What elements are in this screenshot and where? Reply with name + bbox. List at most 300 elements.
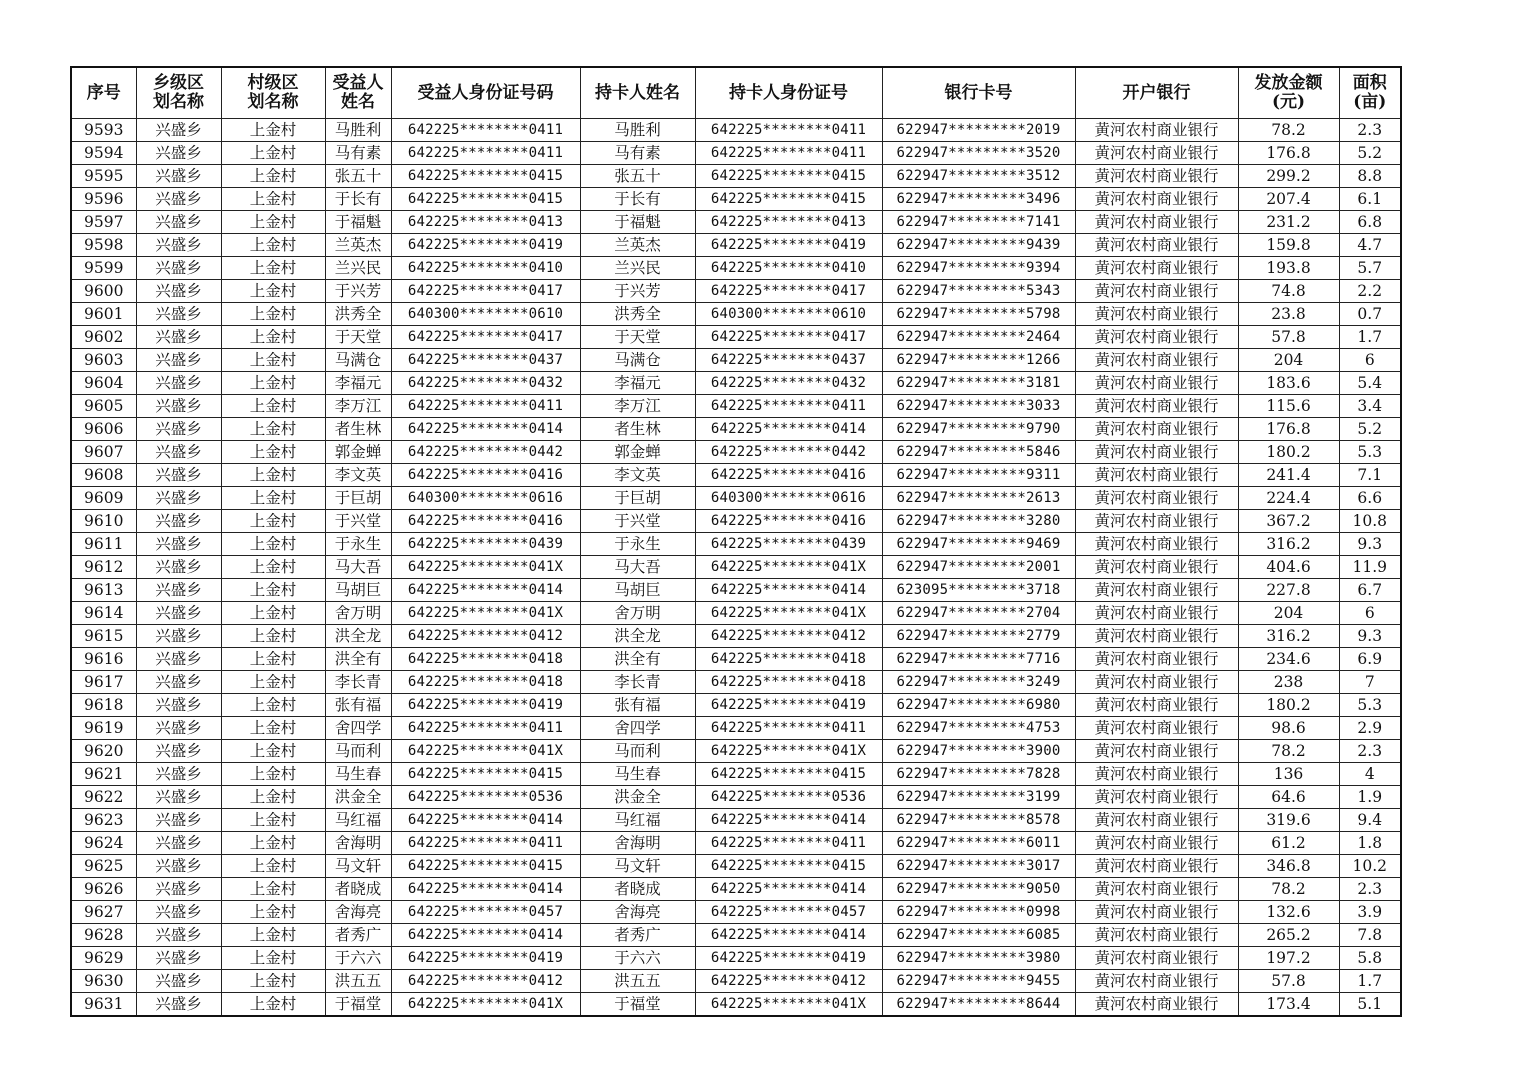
township-cell: 兴盛乡 xyxy=(136,648,221,671)
header-bank-card xyxy=(882,67,1075,119)
amount-cell: 265.2 xyxy=(1238,924,1339,947)
area-cell: 5.2 xyxy=(1339,142,1401,165)
village-cell: 上金村 xyxy=(221,717,325,740)
village-cell: 上金村 xyxy=(221,809,325,832)
bank-card-cell: 622947*********3496 xyxy=(882,188,1075,211)
bank-cell: 黄河农村商业银行 xyxy=(1075,809,1238,832)
bank-cell: 黄河农村商业银行 xyxy=(1075,119,1238,142)
amount-cell: 176.8 xyxy=(1238,418,1339,441)
table-row xyxy=(71,533,1401,556)
bank-card-cell: 622947*********6980 xyxy=(882,694,1075,717)
header-beneficiary-id-line: 受益人身份证号码 xyxy=(417,82,554,103)
bank-card-cell: 622947*********5798 xyxy=(882,303,1075,326)
beneficiary-name-cell: 于永生 xyxy=(325,533,391,556)
bank-cell: 黄河农村商业银行 xyxy=(1075,786,1238,809)
bank-card-cell: 622947*********7828 xyxy=(882,763,1075,786)
bank-card-cell: 622947*********7141 xyxy=(882,211,1075,234)
beneficiary-name-cell: 郭金蝉 xyxy=(325,441,391,464)
beneficiary-id-cell: 642225********0411 xyxy=(391,142,580,165)
serial-cell: 9615 xyxy=(71,625,136,648)
cardholder-id-cell: 642225********0414 xyxy=(695,878,882,901)
table-row xyxy=(71,625,1401,648)
beneficiary-id-cell: 642225********0411 xyxy=(391,717,580,740)
area-cell: 4 xyxy=(1339,763,1401,786)
village-cell: 上金村 xyxy=(221,924,325,947)
township-cell: 兴盛乡 xyxy=(136,832,221,855)
beneficiary-name-cell: 马大吾 xyxy=(325,556,391,579)
serial-cell: 9630 xyxy=(71,970,136,993)
cardholder-name-cell: 于长有 xyxy=(580,188,695,211)
serial-cell: 9598 xyxy=(71,234,136,257)
serial-cell: 9608 xyxy=(71,464,136,487)
cardholder-name-cell: 马大吾 xyxy=(580,556,695,579)
township-cell: 兴盛乡 xyxy=(136,533,221,556)
cardholder-name-cell: 马红福 xyxy=(580,809,695,832)
village-cell: 上金村 xyxy=(221,947,325,970)
beneficiary-name-cell: 洪五五 xyxy=(325,970,391,993)
area-cell: 11.9 xyxy=(1339,556,1401,579)
cardholder-id-cell: 642225********0411 xyxy=(695,142,882,165)
cardholder-name-cell: 马生春 xyxy=(580,763,695,786)
cardholder-id-cell: 642225********0414 xyxy=(695,924,882,947)
bank-card-cell: 622947*********3980 xyxy=(882,947,1075,970)
village-cell: 上金村 xyxy=(221,464,325,487)
township-cell: 兴盛乡 xyxy=(136,625,221,648)
area-cell: 2.3 xyxy=(1339,119,1401,142)
table-row xyxy=(71,556,1401,579)
cardholder-id-cell: 642225********0413 xyxy=(695,211,882,234)
area-cell: 10.2 xyxy=(1339,855,1401,878)
cardholder-name-cell: 李文英 xyxy=(580,464,695,487)
beneficiary-name-cell: 者秀广 xyxy=(325,924,391,947)
header-beneficiary-name-line: 受益人 xyxy=(332,73,384,93)
table-row xyxy=(71,326,1401,349)
amount-cell: 98.6 xyxy=(1238,717,1339,740)
amount-cell: 57.8 xyxy=(1238,970,1339,993)
bank-cell: 黄河农村商业银行 xyxy=(1075,418,1238,441)
village-cell: 上金村 xyxy=(221,326,325,349)
serial-cell: 9603 xyxy=(71,349,136,372)
bank-card-cell: 622947*********3512 xyxy=(882,165,1075,188)
serial-cell: 9597 xyxy=(71,211,136,234)
cardholder-name-cell: 洪金全 xyxy=(580,786,695,809)
beneficiary-name-cell: 舍四学 xyxy=(325,717,391,740)
cardholder-name-cell: 于福魁 xyxy=(580,211,695,234)
beneficiary-name-cell: 李长青 xyxy=(325,671,391,694)
bank-card-cell: 622947*********0998 xyxy=(882,901,1075,924)
cardholder-id-cell: 642225********0417 xyxy=(695,326,882,349)
cardholder-name-cell: 于兴芳 xyxy=(580,280,695,303)
amount-cell: 197.2 xyxy=(1238,947,1339,970)
cardholder-id-cell: 642225********041X xyxy=(695,993,882,1017)
amount-cell: 132.6 xyxy=(1238,901,1339,924)
area-cell: 4.7 xyxy=(1339,234,1401,257)
serial-cell: 9623 xyxy=(71,809,136,832)
beneficiary-name-cell: 洪全有 xyxy=(325,648,391,671)
township-cell: 兴盛乡 xyxy=(136,924,221,947)
bank-cell: 黄河农村商业银行 xyxy=(1075,510,1238,533)
table-row xyxy=(71,763,1401,786)
beneficiary-id-cell: 640300********0616 xyxy=(391,487,580,510)
area-cell: 6.1 xyxy=(1339,188,1401,211)
serial-cell: 9602 xyxy=(71,326,136,349)
township-cell: 兴盛乡 xyxy=(136,901,221,924)
village-cell: 上金村 xyxy=(221,648,325,671)
area-cell: 5.1 xyxy=(1339,993,1401,1017)
area-cell: 6 xyxy=(1339,602,1401,625)
cardholder-id-cell: 642225********0437 xyxy=(695,349,882,372)
beneficiary-id-cell: 642225********0419 xyxy=(391,694,580,717)
village-cell: 上金村 xyxy=(221,832,325,855)
township-cell: 兴盛乡 xyxy=(136,303,221,326)
village-cell: 上金村 xyxy=(221,901,325,924)
header-beneficiary-name-line: 姓名 xyxy=(341,92,375,112)
village-cell: 上金村 xyxy=(221,970,325,993)
table-row xyxy=(71,165,1401,188)
bank-cell: 黄河农村商业银行 xyxy=(1075,234,1238,257)
beneficiary-name-cell: 马文轩 xyxy=(325,855,391,878)
bank-cell: 黄河农村商业银行 xyxy=(1075,763,1238,786)
area-cell: 5.4 xyxy=(1339,372,1401,395)
cardholder-id-cell: 642225********0536 xyxy=(695,786,882,809)
header-village-line: 划名称 xyxy=(247,92,299,112)
cardholder-id-cell: 640300********0610 xyxy=(695,303,882,326)
amount-cell: 404.6 xyxy=(1238,556,1339,579)
table-row xyxy=(71,464,1401,487)
beneficiary-id-cell: 642225********0414 xyxy=(391,579,580,602)
beneficiary-id-cell: 642225********0432 xyxy=(391,372,580,395)
bank-card-cell: 622947*********8578 xyxy=(882,809,1075,832)
village-cell: 上金村 xyxy=(221,234,325,257)
area-cell: 5.3 xyxy=(1339,694,1401,717)
table-row xyxy=(71,786,1401,809)
cardholder-name-cell: 舍四学 xyxy=(580,717,695,740)
serial-cell: 9618 xyxy=(71,694,136,717)
table-row xyxy=(71,395,1401,418)
cardholder-id-cell: 642225********0415 xyxy=(695,188,882,211)
cardholder-name-cell: 马文轩 xyxy=(580,855,695,878)
cardholder-id-cell: 642225********0414 xyxy=(695,418,882,441)
township-cell: 兴盛乡 xyxy=(136,441,221,464)
amount-cell: 241.4 xyxy=(1238,464,1339,487)
amount-cell: 319.6 xyxy=(1238,809,1339,832)
serial-cell: 9620 xyxy=(71,740,136,763)
serial-cell: 9593 xyxy=(71,119,136,142)
cardholder-id-cell: 642225********0419 xyxy=(695,694,882,717)
cardholder-id-cell: 642225********0414 xyxy=(695,809,882,832)
serial-cell: 9612 xyxy=(71,556,136,579)
serial-cell: 9611 xyxy=(71,533,136,556)
cardholder-id-cell: 642225********0442 xyxy=(695,441,882,464)
cardholder-id-cell: 642225********0419 xyxy=(695,234,882,257)
cardholder-id-cell: 642225********041X xyxy=(695,556,882,579)
bank-card-cell: 622947*********3199 xyxy=(882,786,1075,809)
amount-cell: 367.2 xyxy=(1238,510,1339,533)
beneficiary-name-cell: 马胡巨 xyxy=(325,579,391,602)
bank-cell: 黄河农村商业银行 xyxy=(1075,625,1238,648)
table-row xyxy=(71,993,1401,1017)
area-cell: 5.7 xyxy=(1339,257,1401,280)
beneficiary-name-cell: 于天堂 xyxy=(325,326,391,349)
beneficiary-name-cell: 张五十 xyxy=(325,165,391,188)
village-cell: 上金村 xyxy=(221,418,325,441)
serial-cell: 9627 xyxy=(71,901,136,924)
area-cell: 7.1 xyxy=(1339,464,1401,487)
village-cell: 上金村 xyxy=(221,579,325,602)
beneficiary-name-cell: 者晓成 xyxy=(325,878,391,901)
beneficiary-name-cell: 于长有 xyxy=(325,188,391,211)
beneficiary-id-cell: 642225********0413 xyxy=(391,211,580,234)
serial-cell: 9631 xyxy=(71,993,136,1017)
header-area-line: 面积 xyxy=(1352,73,1387,93)
village-cell: 上金村 xyxy=(221,211,325,234)
beneficiary-name-cell: 洪秀全 xyxy=(325,303,391,326)
bank-cell: 黄河农村商业银行 xyxy=(1075,901,1238,924)
serial-cell: 9595 xyxy=(71,165,136,188)
serial-cell: 9614 xyxy=(71,602,136,625)
beneficiary-id-cell: 642225********0412 xyxy=(391,970,580,993)
township-cell: 兴盛乡 xyxy=(136,372,221,395)
bank-cell: 黄河农村商业银行 xyxy=(1075,924,1238,947)
village-cell: 上金村 xyxy=(221,142,325,165)
table-row xyxy=(71,809,1401,832)
beneficiary-name-cell: 于兴堂 xyxy=(325,510,391,533)
bank-cell: 黄河农村商业银行 xyxy=(1075,717,1238,740)
amount-cell: 136 xyxy=(1238,763,1339,786)
cardholder-name-cell: 者秀广 xyxy=(580,924,695,947)
beneficiary-id-cell: 642225********041X xyxy=(391,740,580,763)
serial-cell: 9621 xyxy=(71,763,136,786)
bank-cell: 黄河农村商业银行 xyxy=(1075,993,1238,1017)
bank-cell: 黄河农村商业银行 xyxy=(1075,303,1238,326)
village-cell: 上金村 xyxy=(221,694,325,717)
amount-cell: 78.2 xyxy=(1238,878,1339,901)
beneficiary-id-cell: 642225********0414 xyxy=(391,809,580,832)
area-cell: 2.3 xyxy=(1339,740,1401,763)
table-row xyxy=(71,280,1401,303)
beneficiary-id-cell: 642225********041X xyxy=(391,556,580,579)
bank-card-cell: 622947*********6011 xyxy=(882,832,1075,855)
bank-cell: 黄河农村商业银行 xyxy=(1075,464,1238,487)
cardholder-name-cell: 马胡巨 xyxy=(580,579,695,602)
cardholder-name-cell: 张有福 xyxy=(580,694,695,717)
beneficiary-name-cell: 兰英杰 xyxy=(325,234,391,257)
table-row xyxy=(71,142,1401,165)
serial-cell: 9609 xyxy=(71,487,136,510)
township-cell: 兴盛乡 xyxy=(136,464,221,487)
cardholder-name-cell: 李长青 xyxy=(580,671,695,694)
bank-card-cell: 622947*********3900 xyxy=(882,740,1075,763)
header-township-line: 划名称 xyxy=(153,92,204,112)
table-row xyxy=(71,901,1401,924)
amount-cell: 78.2 xyxy=(1238,740,1339,763)
bank-cell: 黄河农村商业银行 xyxy=(1075,441,1238,464)
beneficiary-name-cell: 于福堂 xyxy=(325,993,391,1017)
cardholder-name-cell: 张五十 xyxy=(580,165,695,188)
beneficiary-name-cell: 李万江 xyxy=(325,395,391,418)
township-cell: 兴盛乡 xyxy=(136,188,221,211)
cardholder-id-cell: 642225********0415 xyxy=(695,763,882,786)
village-cell: 上金村 xyxy=(221,349,325,372)
beneficiary-id-cell: 642225********0417 xyxy=(391,280,580,303)
township-cell: 兴盛乡 xyxy=(136,671,221,694)
area-cell: 3.9 xyxy=(1339,901,1401,924)
amount-cell: 180.2 xyxy=(1238,441,1339,464)
area-cell: 9.4 xyxy=(1339,809,1401,832)
table-row xyxy=(71,855,1401,878)
village-cell: 上金村 xyxy=(221,303,325,326)
beneficiary-name-cell: 于兴芳 xyxy=(325,280,391,303)
cardholder-name-cell: 于兴堂 xyxy=(580,510,695,533)
township-cell: 兴盛乡 xyxy=(136,487,221,510)
township-cell: 兴盛乡 xyxy=(136,326,221,349)
area-cell: 7.8 xyxy=(1339,924,1401,947)
township-cell: 兴盛乡 xyxy=(136,947,221,970)
table-row xyxy=(71,418,1401,441)
beneficiary-name-cell: 者生林 xyxy=(325,418,391,441)
table-row xyxy=(71,740,1401,763)
township-cell: 兴盛乡 xyxy=(136,740,221,763)
cardholder-name-cell: 兰英杰 xyxy=(580,234,695,257)
bank-card-cell: 622947*********2019 xyxy=(882,119,1075,142)
village-cell: 上金村 xyxy=(221,257,325,280)
area-cell: 5.8 xyxy=(1339,947,1401,970)
area-cell: 2.3 xyxy=(1339,878,1401,901)
village-cell: 上金村 xyxy=(221,855,325,878)
cardholder-id-cell: 642225********0419 xyxy=(695,947,882,970)
serial-cell: 9625 xyxy=(71,855,136,878)
area-cell: 5.3 xyxy=(1339,441,1401,464)
amount-cell: 57.8 xyxy=(1238,326,1339,349)
beneficiary-id-cell: 642225********0415 xyxy=(391,855,580,878)
cardholder-name-cell: 马胜利 xyxy=(580,119,695,142)
area-cell: 8.8 xyxy=(1339,165,1401,188)
bank-cell: 黄河农村商业银行 xyxy=(1075,533,1238,556)
header-township xyxy=(136,67,221,119)
township-cell: 兴盛乡 xyxy=(136,165,221,188)
beneficiary-id-cell: 642225********0415 xyxy=(391,165,580,188)
bank-card-cell: 622947*********2779 xyxy=(882,625,1075,648)
bank-card-cell: 622947*********3017 xyxy=(882,855,1075,878)
area-cell: 2.9 xyxy=(1339,717,1401,740)
bank-card-cell: 622947*********9050 xyxy=(882,878,1075,901)
township-cell: 兴盛乡 xyxy=(136,694,221,717)
beneficiary-id-cell: 642225********0419 xyxy=(391,234,580,257)
village-cell: 上金村 xyxy=(221,786,325,809)
cardholder-id-cell: 642225********0411 xyxy=(695,395,882,418)
table-row xyxy=(71,717,1401,740)
cardholder-id-cell: 642225********0414 xyxy=(695,579,882,602)
header-cardholder-name xyxy=(580,67,695,119)
beneficiary-id-cell: 642225********0418 xyxy=(391,671,580,694)
serial-cell: 9628 xyxy=(71,924,136,947)
village-cell: 上金村 xyxy=(221,165,325,188)
village-cell: 上金村 xyxy=(221,487,325,510)
beneficiary-id-cell: 642225********0457 xyxy=(391,901,580,924)
beneficiary-id-cell: 642225********0415 xyxy=(391,763,580,786)
beneficiary-id-cell: 642225********041X xyxy=(391,602,580,625)
cardholder-id-cell: 642225********0417 xyxy=(695,280,882,303)
beneficiary-id-cell: 642225********0411 xyxy=(391,119,580,142)
cardholder-name-cell: 马有素 xyxy=(580,142,695,165)
serial-cell: 9599 xyxy=(71,257,136,280)
beneficiary-name-cell: 洪金全 xyxy=(325,786,391,809)
table-row xyxy=(71,119,1401,142)
village-cell: 上金村 xyxy=(221,395,325,418)
cardholder-name-cell: 洪全有 xyxy=(580,648,695,671)
village-cell: 上金村 xyxy=(221,280,325,303)
serial-cell: 9616 xyxy=(71,648,136,671)
bank-card-cell: 622947*********9469 xyxy=(882,533,1075,556)
bank-cell: 黄河农村商业银行 xyxy=(1075,165,1238,188)
header-cardholder-name-line: 持卡人姓名 xyxy=(595,82,680,103)
beneficiary-name-cell: 马红福 xyxy=(325,809,391,832)
beneficiary-name-cell: 李文英 xyxy=(325,464,391,487)
bank-cell: 黄河农村商业银行 xyxy=(1075,970,1238,993)
beneficiary-name-cell: 洪全龙 xyxy=(325,625,391,648)
serial-cell: 9617 xyxy=(71,671,136,694)
amount-cell: 61.2 xyxy=(1238,832,1339,855)
village-cell: 上金村 xyxy=(221,671,325,694)
area-cell: 1.7 xyxy=(1339,326,1401,349)
beneficiary-name-cell: 于福魁 xyxy=(325,211,391,234)
cardholder-name-cell: 马而利 xyxy=(580,740,695,763)
bank-cell: 黄河农村商业银行 xyxy=(1075,395,1238,418)
township-cell: 兴盛乡 xyxy=(136,970,221,993)
bank-card-cell: 622947*********5343 xyxy=(882,280,1075,303)
beneficiary-name-cell: 马有素 xyxy=(325,142,391,165)
beneficiary-name-cell: 马生春 xyxy=(325,763,391,786)
amount-cell: 183.6 xyxy=(1238,372,1339,395)
bank-card-cell: 622947*********9394 xyxy=(882,257,1075,280)
village-cell: 上金村 xyxy=(221,188,325,211)
cardholder-name-cell: 于福堂 xyxy=(580,993,695,1017)
cardholder-id-cell: 642225********0416 xyxy=(695,510,882,533)
cardholder-id-cell: 642225********0411 xyxy=(695,717,882,740)
beneficiary-name-cell: 舍海明 xyxy=(325,832,391,855)
beneficiary-id-cell: 642225********0414 xyxy=(391,924,580,947)
amount-cell: 224.4 xyxy=(1238,487,1339,510)
header-serial xyxy=(71,67,136,119)
amount-cell: 23.8 xyxy=(1238,303,1339,326)
cardholder-id-cell: 642225********0432 xyxy=(695,372,882,395)
cardholder-id-cell: 642225********0410 xyxy=(695,257,882,280)
bank-cell: 黄河农村商业银行 xyxy=(1075,648,1238,671)
township-cell: 兴盛乡 xyxy=(136,211,221,234)
village-cell: 上金村 xyxy=(221,878,325,901)
beneficiary-id-cell: 642225********0437 xyxy=(391,349,580,372)
township-cell: 兴盛乡 xyxy=(136,349,221,372)
beneficiary-id-cell: 642225********0442 xyxy=(391,441,580,464)
serial-cell: 9596 xyxy=(71,188,136,211)
amount-cell: 204 xyxy=(1238,602,1339,625)
beneficiary-name-cell: 马而利 xyxy=(325,740,391,763)
area-cell: 1.7 xyxy=(1339,970,1401,993)
cardholder-name-cell: 舍万明 xyxy=(580,602,695,625)
area-cell: 3.4 xyxy=(1339,395,1401,418)
amount-cell: 173.4 xyxy=(1238,993,1339,1017)
table-row xyxy=(71,970,1401,993)
cardholder-id-cell: 642225********041X xyxy=(695,740,882,763)
table-row xyxy=(71,211,1401,234)
beneficiary-name-cell: 李福元 xyxy=(325,372,391,395)
cardholder-id-cell: 642225********0439 xyxy=(695,533,882,556)
bank-card-cell: 622947*********3033 xyxy=(882,395,1075,418)
amount-cell: 64.6 xyxy=(1238,786,1339,809)
table-row xyxy=(71,372,1401,395)
township-cell: 兴盛乡 xyxy=(136,234,221,257)
township-cell: 兴盛乡 xyxy=(136,142,221,165)
